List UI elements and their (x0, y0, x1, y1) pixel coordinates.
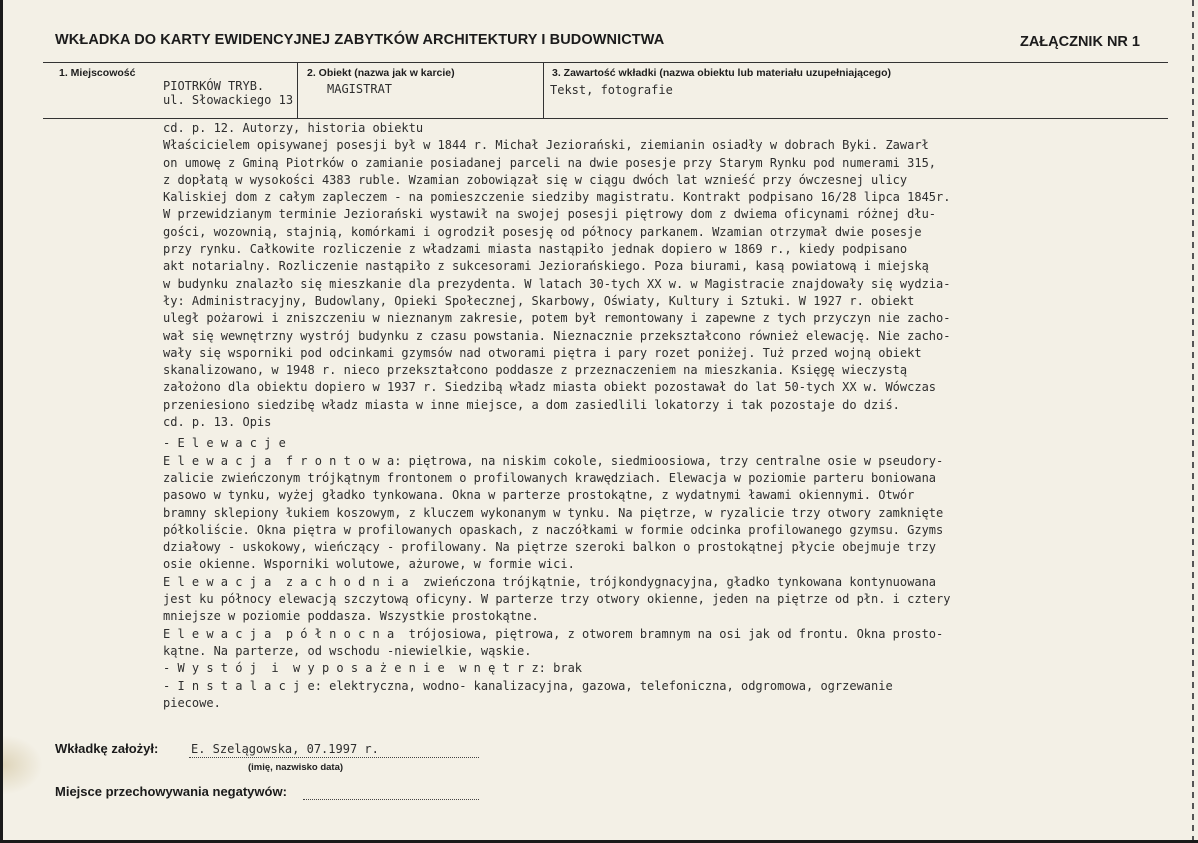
text-line: przy rynku. Całkowite rozliczenie z władzami miasta nastąpiło jednak dopiero w 1869 r., kiedy podpisano (163, 242, 908, 257)
text-line: E l e w a c j a f r o n t o w a: piętrowa, na niskim cokole, siedmioosiowa, trzy centralne osie w pseudory- (163, 453, 944, 468)
field-divider-2 (543, 62, 544, 118)
document-title: WKŁADKA DO KARTY EWIDENCYJNEJ ZABYTKÓW ARCHITEKTURY I BUDOWNICTWA (55, 32, 665, 48)
text-line: - I n s t a l a c j e: elektryczna, wodno- kanalizacyjna, gazowa, telefoniczna, odgromowa, ogrzewanie (163, 678, 893, 693)
text-line: - E l e w a c j e (163, 436, 286, 451)
text-line: bramny sklepiony łukiem koszowym, z kluczem wykonanym w tynku. Na piętrze, w ryzalicie trzy otwory zamknięte (163, 505, 944, 520)
content-label: 3. Zawartość wkładki (nazwa obiektu lub materiału uzupełniającego) (552, 67, 891, 79)
text-line: E l e w a c j a p ó ł n o c n a trójosiowa, piętrowa, z otworem bramnym na osi jak od frontu. Okna prosto- (163, 626, 944, 641)
text-line: mniejsze w poziomie poddasza. Wszystkie prostokątne. (163, 609, 539, 624)
text-line: on umowę z Gminą Piotrków o zamianie posiadanej parceli na dwie posesje przy Starym Rynku pod numerami 315, (163, 155, 937, 170)
text-line: półkoliście. Okna piętra w profilowanych opaskach, z naczółkami w formie odcinka profilowanego gzymsu. Gzyms (163, 522, 944, 537)
location-value-line-2: ul. Słowackiego 13 (163, 93, 294, 107)
text-line: Kaliskiej dom z całym zapleczem - na pomieszczenie siedziby magistratu. Kontrakt podpisano 16/28 lipca 1845r. (163, 190, 951, 205)
attachment-number: ZAŁĄCZNIK NR 1 (1019, 34, 1140, 50)
text-line: W przewidzianym terminie Jeziorański wystawił na swojej posesji piętrowy dom z dwiema oficynami różnej dłu- (163, 207, 937, 222)
text-line: zalicie zwieńczonym trójkątnym frontonem o profilowanych krawędziach. Elewacja w poziomie parteru boniowana (163, 470, 937, 485)
created-by-value: E. Szelągowska, 07.1997 r. (191, 742, 379, 756)
text-line: wały się wsporniki pod odcinkami gzymsów nad otworami piętra i pary rozet poniżej. Tuż przed wojną obiekt (163, 345, 922, 360)
text-line: wał się wewnętrzny wystrój budynku z czasu powstania. Nieznacznie przekształcono również elewację. Nie zacho- (163, 328, 951, 343)
text-line: założono dla obiektu dopiero w 1937 r. Siedzibą władz miasta obiekt pozostawał do lat 50-tych XX w. Wówczas (163, 380, 937, 395)
text-line: akt notarialny. Rozliczenie nastąpiło z sukcesorami Jeziorańskiego. Poza biurami, kasą powiatową i miejską (163, 259, 929, 274)
text-line: jest ku północy elewacją szczytową oficyny. W parterze trzy otwory okienne, jeden na piętrze od płn. i cztery (163, 592, 951, 607)
text-line: uległ pożarowi i zniszczeniu w nieznanym zakresie, potem był remontowany i zapewne z tych przyczyn nie zacho- (163, 311, 951, 326)
text-line: gości, wozownią, stajnią, komórkami i ogrodził posesję od północy parkanem. Wzamian otrzymał dwie posesje (163, 224, 922, 239)
header-bottom-rule (43, 118, 1168, 119)
text-line: E l e w a c j a z a c h o d n i a zwieńczona trójkątnie, trójkondygnacyjna, gładko tynkowana kontynuowana (163, 574, 937, 589)
paper-stain (3, 735, 43, 795)
header-top-rule (43, 62, 1168, 63)
location-value-line-1: PIOTRKÓW TRYB. (163, 79, 265, 93)
text-line: piecowe. (163, 695, 221, 710)
text-line: cd. p. 13. Opis (163, 415, 272, 430)
text-line: cd. p. 12. Autorzy, historia obiektu (163, 121, 424, 135)
text-line: przeniesiono siedzibę władz miasta w inne miejsce, a dom zasiedlili lokatorzy i tak pozostaje do dziś. (163, 397, 900, 412)
perforated-edge (1192, 0, 1194, 843)
text-line: ły: Administracyjny, Budowlany, Opieki Społecznej, Skarbowy, Oświaty, Kultury i Sztuki. W 1927 r. obiekt (163, 293, 915, 308)
text-line: skanalizowano, w 1948 r. nieco przekształcono poddasze z przeznaczeniem na mieszkania. Księgę wieczystą (163, 363, 908, 378)
content-value: Tekst, fotografie (550, 83, 673, 97)
created-by-hint: (imię, nazwisko data) (248, 762, 344, 773)
negatives-location-dotted-line (303, 799, 479, 800)
text-line: - W y s t ó j i w y p o s a ż e n i e w n ę t r z: brak (163, 661, 583, 676)
text-line: pasowo w tynku, wyżej gładko tynkowana. Okna w parterze prostokątne, z wydatnymi ławami okiennymi. Otwór (163, 488, 915, 503)
text-line: działowy - uskokowy, wieńczący - profilowany. Na piętrze szeroki balkon o prostokątnej płycie obejmuje trzy (163, 540, 937, 555)
text-line: kątne. Na parterze, od wschodu -niewielkie, wąskie. (163, 643, 532, 658)
object-value: MAGISTRAT (327, 82, 393, 96)
object-label: 2. Obiekt (nazwa jak w karcie) (307, 67, 455, 79)
text-line: z dopłatą w wysokości 4383 ruble. Wzamian zobowiązał się w ciągu dwóch lat wznieść przy ówczesnej ulicy (163, 172, 908, 187)
typed-description (163, 120, 950, 712)
text-line: osie okienne. Wsporniki wolutowe, ażurowe, w formie wici. (163, 557, 575, 572)
created-by-label: Wkładkę założył: (55, 741, 159, 756)
negatives-location-label: Miejsce przechowywania negatywów: (55, 784, 287, 799)
location-label: 1. Miejscowość (59, 67, 136, 79)
text-line: w budynku znalazło się mieszkanie dla prezydenta. W latach 30-tych XX w. w Magistracie znajdowały się wydzia- (163, 276, 951, 291)
text-line: Właścicielem opisywanej posesji był w 1844 r. Michał Jeziorański, ziemianin osiadły w dobrach Byki. Zawarł (163, 138, 929, 153)
created-by-dotted-line (189, 757, 479, 758)
field-divider-1 (297, 62, 298, 118)
